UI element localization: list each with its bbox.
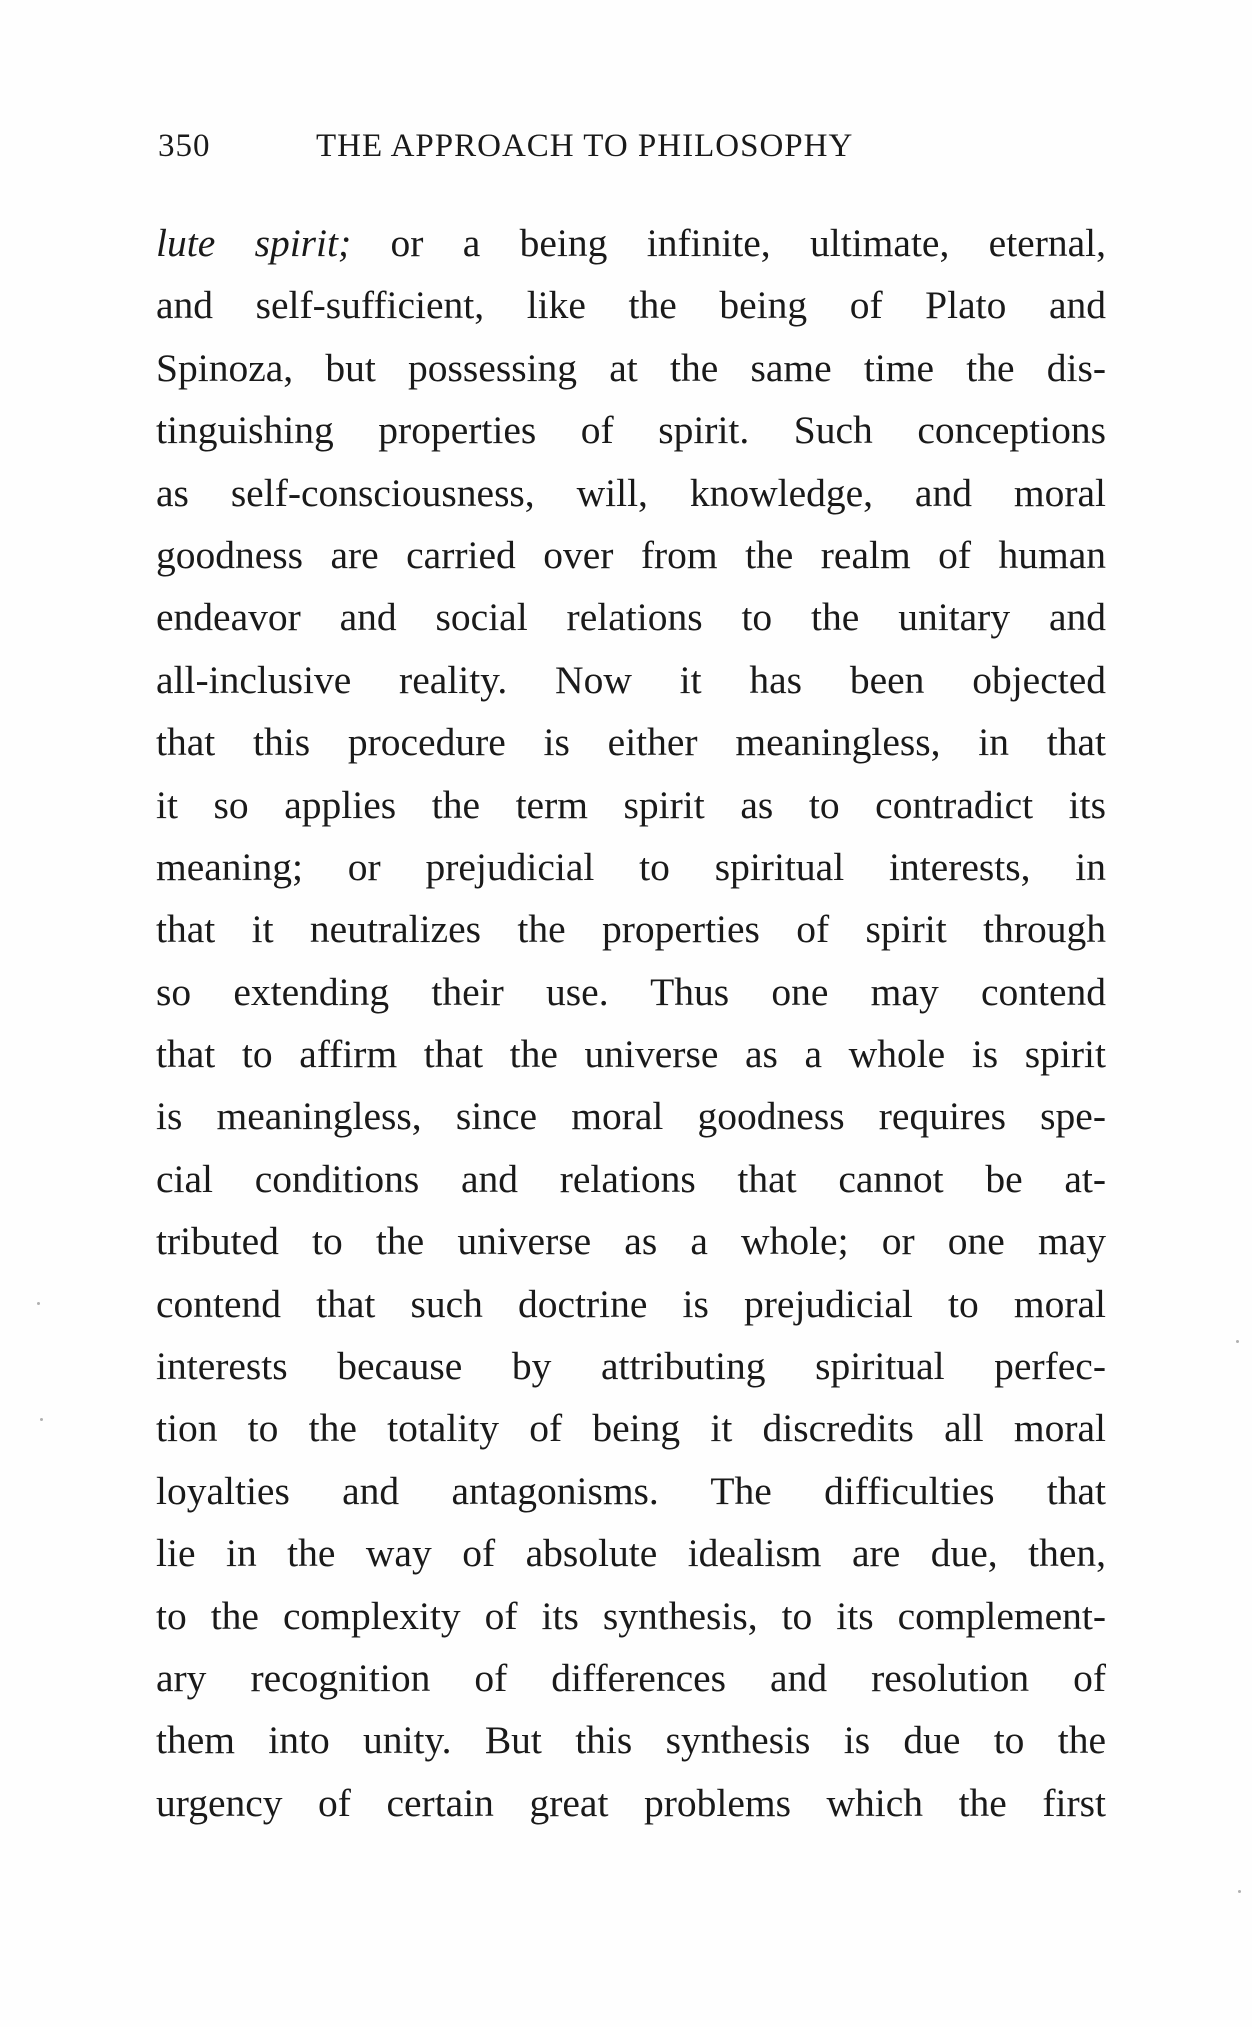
body-text <box>156 212 1106 1834</box>
text-line: ary recognition of differences and resolution of <box>156 1655 1106 1700</box>
text-line: meaning; or prejudicial to spiritual interests, in <box>156 844 1106 889</box>
text-line: and self-sufficient, like the being of Plato and <box>156 283 1106 328</box>
text-line: is meaningless, since moral goodness requires spe- <box>156 1094 1106 1139</box>
text-line: tributed to the universe as a whole; or one may <box>156 1219 1106 1264</box>
text-line: cial conditions and relations that cannot be at- <box>156 1156 1106 1201</box>
text-line: as self-consciousness, will, knowledge, and moral <box>156 470 1106 515</box>
text-line: goodness are carried over from the realm of human <box>156 532 1106 577</box>
text-line: all-inclusive reality. Now it has been objected <box>156 657 1106 702</box>
text-line: loyalties and antagonisms. The difficulties that <box>156 1468 1106 1513</box>
text-line: urgency of certain great problems which the first <box>156 1780 1106 1825</box>
text-line: interests because by attributing spiritual perfec- <box>156 1344 1106 1389</box>
text-line: that to affirm that the universe as a whole is spirit <box>156 1032 1106 1077</box>
scan-speck <box>37 1302 40 1305</box>
text-line: to the complexity of its synthesis, to its complement- <box>156 1593 1106 1638</box>
text-line: Spinoza, but possessing at the same time the dis- <box>156 345 1106 390</box>
text-line-rest: or a being infinite, ultimate, eternal, <box>351 221 1106 265</box>
scan-speck <box>40 1418 43 1421</box>
running-title: THE APPROACH TO PHILOSOPHY <box>316 128 854 164</box>
italic-phrase: lute spirit; <box>156 221 352 265</box>
scan-speck <box>1238 1890 1241 1893</box>
text-line: lie in the way of absolute idealism are due, then, <box>156 1531 1106 1576</box>
text-line: that it neutralizes the properties of spirit through <box>156 907 1106 952</box>
text-line <box>156 212 1106 274</box>
text-line: endeavor and social relations to the unitary and <box>156 595 1106 640</box>
scan-speck <box>1236 1340 1239 1343</box>
text-line: tinguishing properties of spirit. Such conceptions <box>156 408 1106 453</box>
text-line: that this procedure is either meaningless, in that <box>156 720 1106 765</box>
text-line: them into unity. But this synthesis is due to the <box>156 1718 1106 1763</box>
running-head <box>158 128 1108 178</box>
page-number: 350 <box>158 128 211 164</box>
text-line: contend that such doctrine is prejudicial to moral <box>156 1281 1106 1326</box>
text-line: tion to the totality of being it discredits all moral <box>156 1406 1106 1451</box>
text-line: it so applies the term spirit as to contradict its <box>156 782 1106 827</box>
text-line: so extending their use. Thus one may contend <box>156 969 1106 1014</box>
